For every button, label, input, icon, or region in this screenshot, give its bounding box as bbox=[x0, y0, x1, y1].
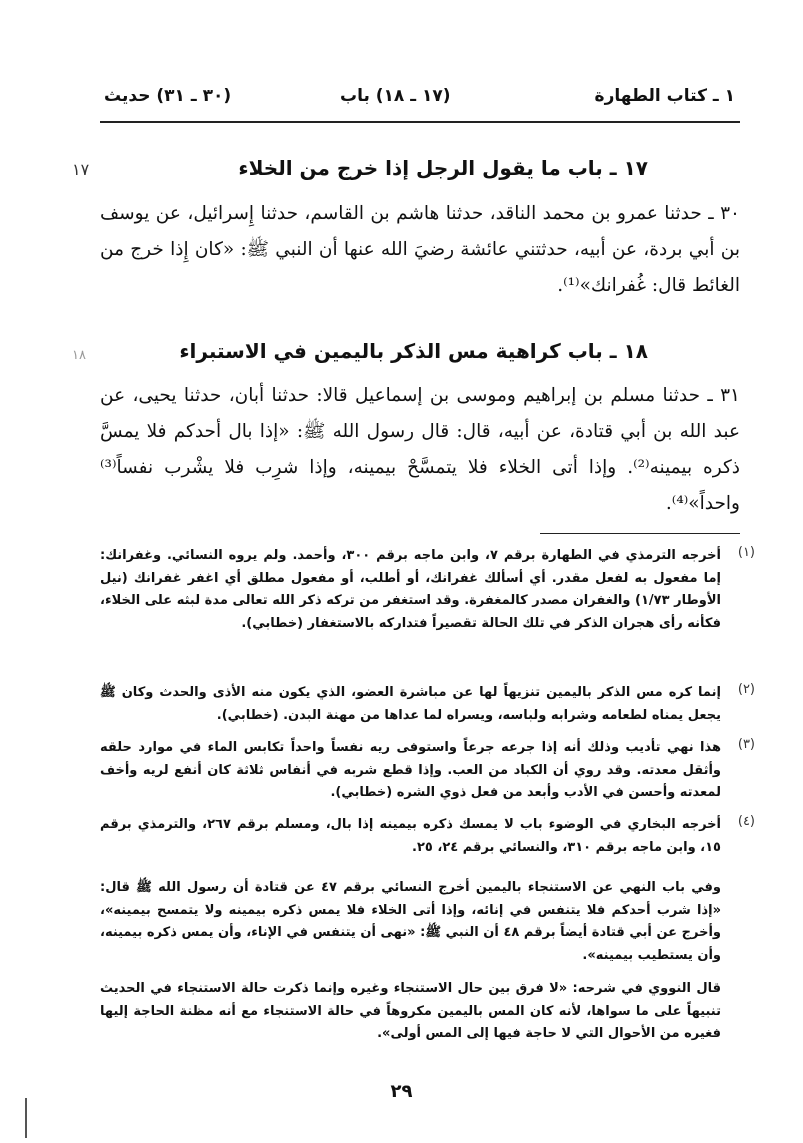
footnote-text: إنما كره مس الذكر باليمين تنزيهاً لها عن مباشرة العضو، الذي يكون منه الأذى والحدث وكان ﷺ يجعل يمناه لطعامه وشرابه ولباسه، ويسراه لما عداها من مهنة البدن. (خطابي). bbox=[100, 685, 721, 723]
chapter-heading: ١٧ ـ باب ما يقول الرجل إذا خرج من الخلاء bbox=[238, 156, 648, 180]
footnote-text: هذا نهي تأديب وذلك أنه إذا جرعه جرعاً واستوفى ريه نفساً واحداً تكابس الماء في موارد حلقه وأثقل معدته. وقد روي أن الكباد من العب. وإذا قطع شربه في أنفاس ثلاثة كان أنفع لريه وأخف لمعدته وأحسن في الأدب وأبعد من فعل ذوي الشره (خطابي). bbox=[100, 740, 721, 801]
chapter-heading: ١٨ ـ باب كراهية مس الذكر باليمين في الاستبراء bbox=[179, 339, 648, 363]
footnote-separator bbox=[540, 533, 740, 534]
hadith-text: ٣١ ـ حدثنا مسلم بن إبراهيم وموسى بن إسماعيل قالا: حدثنا أبان، حدثنا يحيى، عن عبد الله بن أبي قتادة، عن أبيه، قال: قال رسول الله ﷺ: «إذا بال أحدكم فلا يمسَّ ذكره بيمينه⁽²⁾. وإذا أتى الخلاء فلا يتمسَّحْ بيمينه، وإذا شرِب فلا يشْرب نفساً⁽³⁾ واحداً»⁽⁴⁾. bbox=[100, 385, 740, 514]
footnote-paragraph: قال النووي في شرحه: «لا فرق بين حال الاستنجاء وغيره وإنما ذكرت حالة الاستنجاء في الحديث تنبيهاً على ما سواها، لأنه كان المس باليمين مكروهاً في حالة الاستنجاء مع أنه مظنة الحاجة إليها فغيره من الأحوال التي لا حاجة فيها إلى المس أولى». bbox=[100, 981, 721, 1042]
footnote-number: (٣) bbox=[737, 737, 755, 752]
header-chapter-title: ١ ـ كتاب الطهارة bbox=[594, 86, 735, 106]
scan-edge-mark bbox=[25, 1098, 27, 1138]
footnote-number: (٢) bbox=[737, 682, 755, 697]
hadith-text: ٣٠ ـ حدثنا عمرو بن محمد الناقد، حدثنا هاشم بن القاسم، حدثنا إِسرائيل، عن يوسف بن أبي بردة، عن أبيه، حدثتني عائشة رضيَ الله عنها أن النبي ﷺ: «كان إِذا خرج من الغائط قال: غُفرانك»⁽¹⁾. bbox=[100, 203, 740, 296]
page-number: ٢٩ bbox=[390, 1081, 413, 1102]
footnote-paragraph: وفي باب النهي عن الاستنجاء باليمين أخرج النسائي برقم ٤٧ عن قتادة أن رسول الله ﷺ قال: «إذا شرب أحدكم فلا يتنفس في إنائه، وإذا أتى الخلاء فلا يمس ذكره بيمينه ولا يتمسح بيمينه»، وأخرج عن أبي قتادة أيضاً برقم ٤٨ أن النبي ﷺ: «نهى أن يتنفس في الإناء، وأن يمس ذكره بيمينه، وأن يستطيب بيمينه». bbox=[100, 880, 721, 963]
footnote-number: (١) bbox=[737, 545, 755, 560]
header-hadith-range: (٣٠ ـ ٣١) حديث bbox=[104, 86, 232, 106]
header-chapter-range: (١٧ ـ ١٨) باب bbox=[340, 86, 451, 106]
footnote-text: أخرجه الترمذي في الطهارة برقم ٧، وابن ماجه برقم ٣٠٠، وأحمد. ولم يروه النسائي. وغفرانك: إما مفعول به لفعل مقدر. أي أسألك غفرانك، أو أطلب، أو مفعول مطلق أي اغفر غفرانك (نيل الأوطار ١/٧٣) والغفران مصدر كالمغفرة. وقد استغفر من تركه ذكر الله تعالى مدة لبثه على الخلاء، فكأنه رأى هجران الذكر في تلك الحالة تقصيراً فتداركه بالاستغفار (خطابي). bbox=[100, 548, 721, 631]
header-rule bbox=[100, 121, 740, 123]
margin-chapter-number: ١٧ bbox=[72, 160, 90, 179]
footnote-number: (٤) bbox=[737, 814, 755, 829]
margin-chapter-number: ١٨ bbox=[72, 348, 86, 363]
footnote-text: أخرجه البخاري في الوضوء باب لا يمسك ذكره بيمينه إذا بال، ومسلم برقم ٢٦٧، والترمذي برقم ١٥، وابن ماجه برقم ٣١٠، والنسائي برقم ٢٤، ٢٥. bbox=[100, 817, 722, 855]
